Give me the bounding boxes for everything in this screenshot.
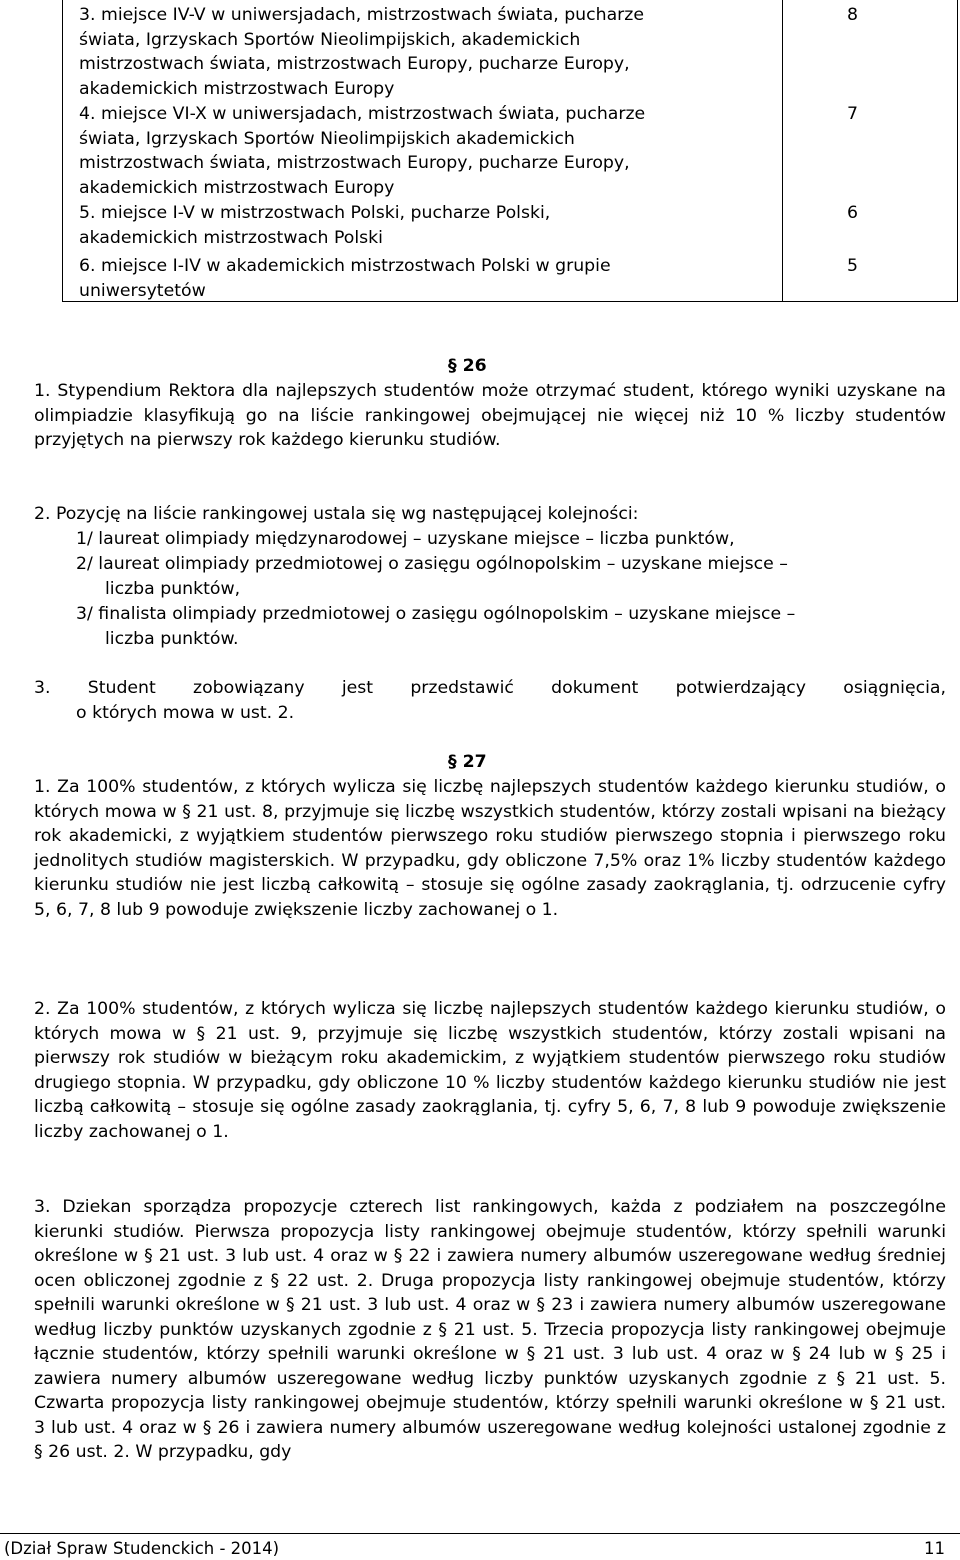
table-cell-description: 3. miejsce IV-V w uniwersjadach, mistrzostwach świata, pucharze świata, Igrzyskach Sportów Nieolimpijskich, akademickich mistrzostwach świata, mistrzostwach Europy, pucharze Europy, akademickich mistrzostwach Europy (79, 5, 644, 99)
page-number: 11 (924, 1539, 945, 1558)
footer-divider (0, 1533, 960, 1534)
table-cell-points: 6 (847, 203, 858, 223)
table-cell-points: 5 (847, 256, 858, 276)
paragraph-27-1: 1. Za 100% studentów, z których wylicza się liczbę najlepszych studentów każdego kierunku studiów, o których mowa w § 21 ust. 8, przyjmuje się liczbę wszystkich studentów, którzy zostali wpisani na bieżący rok akademicki, z wyjątkiem studentów pierwszego roku studiów pierwszego stopnia i pierwszego roku jednolitych studiów magisterskich. W przypadku, gdy obliczone 7,5% oraz 1% liczby studentów każdego kierunku studiów nie jest liczbą całkowitą – stosuje się ogólne zasady zaokrąglania, tj. odrzucenie cyfry 5, 6, 7, 8 lub 9 powoduje zwiększenie liczby zachowanej o 1. (34, 777, 946, 920)
list-item-26-2-3-cont: liczba punktów. (105, 629, 239, 649)
table-cell-points: 7 (847, 104, 858, 124)
table-cell-description: 6. miejsce I-IV w akademickich mistrzostwach Polski w grupie uniwersytetów (79, 256, 611, 301)
paragraph-26-3-cont: o których mowa w ust. 2. (76, 703, 295, 723)
table-column-divider (782, 0, 783, 301)
list-item-26-2-3: 3/ finalista olimpiady przedmiotowej o zasięgu ogólnopolskim – uzyskane miejsce – (76, 604, 796, 624)
eligibility-table (62, 0, 958, 302)
table-cell-description: 5. miejsce I-V w mistrzostwach Polski, pucharze Polski, akademickich mistrzostwach Polski (79, 203, 551, 248)
paragraph-26-2-intro: 2. Pozycję na liście rankingowej ustala się wg następującej kolejności: (34, 504, 639, 524)
section-heading-27: § 27 (448, 752, 487, 772)
list-item-26-2-2: 2/ laureat olimpiady przedmiotowej o zasięgu ogólnopolskim – uzyskane miejsce – (76, 554, 788, 574)
list-item-26-2-1: 1/ laureat olimpiady międzynarodowej – uzyskane miejsce – liczba punktów, (76, 529, 735, 549)
paragraph-27-2: 2. Za 100% studentów, z których wylicza się liczbę najlepszych studentów każdego kierunku studiów, o których mowa w § 21 ust. 9, przyjmuje się liczbę wszystkich studentów, którzy zostali wpisani na pierwszy rok studiów w bieżącym roku akademickim, z wyjątkiem studentów pierwszego roku studiów drugiego stopnia. W przypadku, gdy obliczone 10 % liczby studentów każdego kierunku studiów nie jest liczbą całkowitą – stosuje się ogólne zasady zaokrąglania, tj. cyfry 5, 6, 7, 8 lub 9 powoduje zwiększenie liczby zachowanej o 1. (34, 999, 946, 1142)
table-cell-points: 8 (847, 5, 858, 25)
footer-department: (Dział Spraw Studenckich - 2014) (4, 1539, 280, 1558)
list-item-26-2-2-cont: liczba punktów, (105, 579, 241, 599)
table-cell-description: 4. miejsce VI-X w uniwersjadach, mistrzostwach świata, pucharze świata, Igrzyskach Sportów Nieolimpijskich akademickich mistrzostwach świata, mistrzostwach Europy, pucharze Europy, akademickich mistrzostwach Europy (79, 104, 646, 198)
paragraph-26-1: 1. Stypendium Rektora dla najlepszych studentów może otrzymać student, którego wyniki uzyskane na olimpiadzie klasyfikują go na liście rankingowej obejmującej nie więcej niż 10 % liczby studentów przyjętych na pierwszy rok każdego kierunku studiów. (34, 381, 946, 450)
section-heading-26: § 26 (448, 356, 487, 376)
paragraph-26-3: 3. Student zobowiązany jest przedstawić dokument potwierdzający osiągnięcia, (34, 678, 946, 698)
paragraph-27-3: 3. Dziekan sporządza propozycje czterech list rankingowych, każda z podziałem na poszczególne kierunki studiów. Pierwsza propozycja listy rankingowej obejmuje studentów, którzy spełnili warunki określone w § 21 ust. 3 lub ust. 4 oraz w § 22 i zawiera numery albumów uszeregowane według średniej ocen obliczonej zgodnie z § 22 ust. 2. Druga propozycja listy rankingowej obejmuje studentów, którzy spełnili warunki określone w § 21 ust. 3 lub ust. 4 oraz w § 23 i zawiera numery albumów uszeregowane według liczby punktów uzyskanych zgodnie z § 21 ust. 5. Trzecia propozycja listy rankingowej obejmuje łącznie studentów, którzy spełnili warunki określone w § 21 ust. 3 lub ust. 4 oraz w § 24 lub w § 25 i zawiera numery albumów uszeregowane według liczby punktów uzyskanych zgodnie z § 21 ust. 5. Czwarta propozycja listy rankingowej obejmuje studentów, którzy spełnili warunki określone w § 21 ust. 3 lub ust. 4 oraz w § 26 i zawiera numery albumów uszeregowane według kolejności ustalonej zgodnie z § 26 ust. 2. W przypadku, gdy (34, 1197, 946, 1462)
